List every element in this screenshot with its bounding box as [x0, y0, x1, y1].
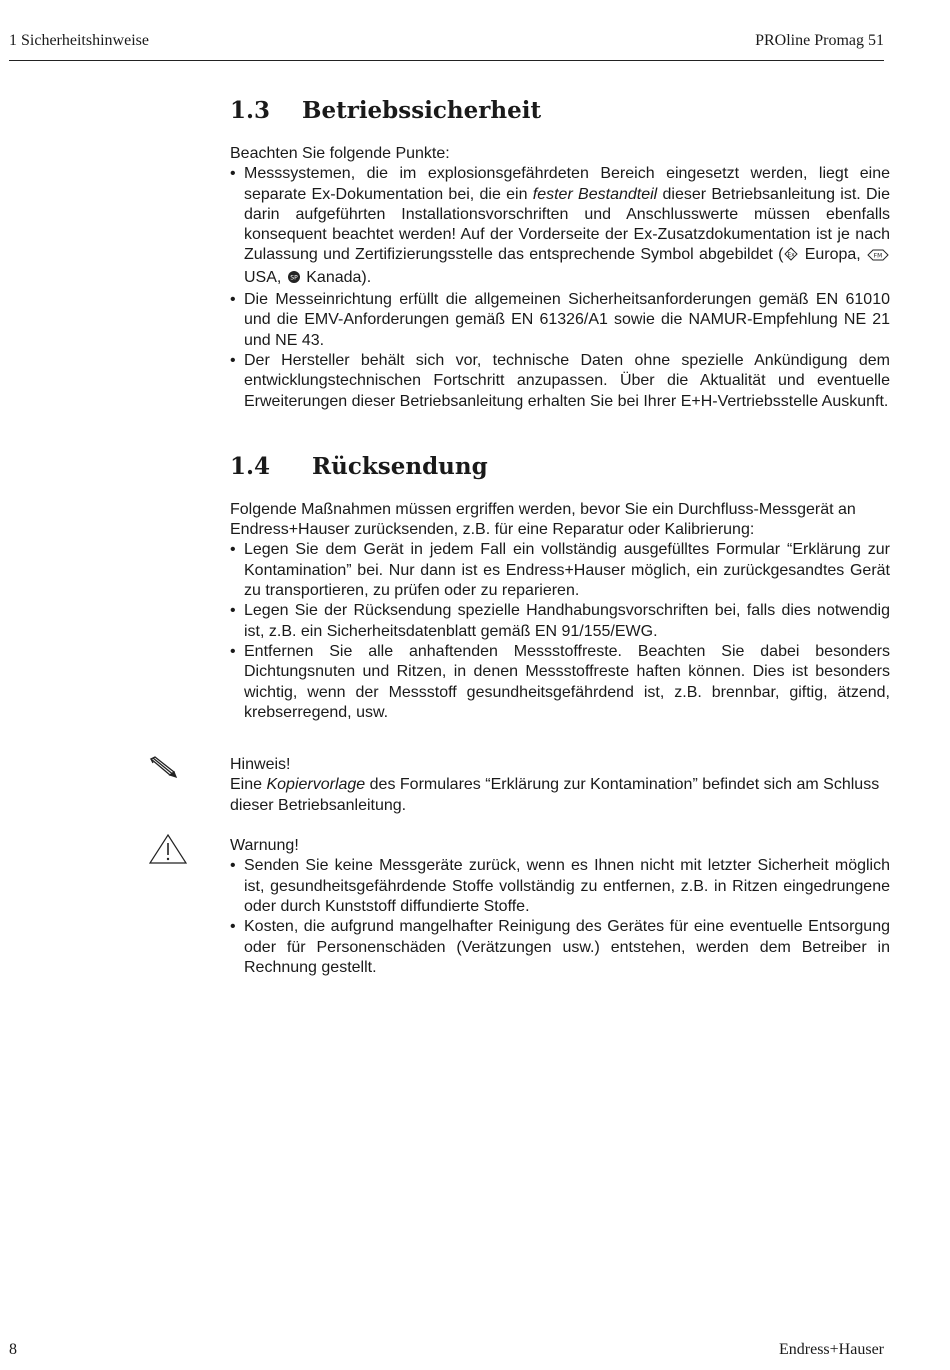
section-heading-ruecksendung [230, 450, 890, 484]
emphasis-text: Kopiervorlage [266, 776, 366, 794]
list-item: • Legen Sie der Rücksendung spezielle Handhabungsvorschriften bei, falls dies notwendig ist, z.B. ein Sicherheitsdatenblatt gemäß EN 91/155/EWG. [230, 601, 890, 642]
list-item: • Entfernen Sie alle anhaftenden Messstoffreste. Beachten Sie dabei besonders Dichtungsnuten und Ritzen, in denen Messstoffreste haften können. Dies ist besonders wichtig, wenn der Messstoff gesundheitsgefährdend ist, z.B. brennbar, giftig, ätzend, krebserregend, usw. [230, 642, 890, 723]
list-item: • Senden Sie keine Messgeräte zurück, wenn es Ihnen nicht mit letzter Sicherheit möglich ist, gesundheitsgefährdende Stoffe vollständig zu entfernen, z.B. in Ritzen eingedrungene oder durch Kunststoff diffundierte Stoffe. [230, 856, 890, 917]
section-heading-betriebssicherheit [230, 94, 890, 128]
warning-box [230, 836, 890, 978]
section-title: Rücksendung [312, 452, 488, 480]
list-item [230, 164, 890, 290]
bullet-list [230, 856, 890, 978]
text-run: Kanada). [301, 268, 372, 286]
note-title: Hinweis! [230, 756, 291, 774]
page-number: 8 [9, 1341, 17, 1358]
page-header [9, 32, 884, 61]
bullet-list [230, 540, 890, 723]
pencil-icon [148, 755, 178, 783]
text-run: Europa, [799, 246, 867, 264]
text-run: des Formulares “Erklärung zur Kontamination” befindet sich am Schluss dieser Betriebsanleitung. [230, 776, 880, 814]
list-item: • Legen Sie dem Gerät in jedem Fall ein vollständig ausgefülltes Formular “Erklärung zur Kontamination” bei. Nur dann ist es Endress+Hauser möglich, ein zurückgesandtes Gerät zu transportieren, zu prüfen oder zu reparieren. [230, 540, 890, 601]
text-run: Eine [230, 776, 267, 794]
svg-text:Ex: Ex [787, 251, 796, 259]
page-footer [9, 1341, 884, 1365]
note-text [230, 775, 890, 816]
svg-text:SP: SP [290, 274, 298, 282]
section-number: 1.4 [230, 452, 271, 480]
list-item: • Kosten, die aufgrund mangelhafter Reinigung des Gerätes für eine eventuelle Entsorgung oder für Personenschäden (Verätzungen usw.) entstehen, werden dem Betreiber in Rechnung gestellt. [230, 917, 890, 978]
section-number: 1.3 [230, 97, 271, 124]
brand-name: Endress+Hauser [779, 1341, 884, 1358]
note-box [230, 755, 890, 816]
text-run: Messsystemen, die im explosionsgefährdeten Bereich eingesetzt werden, liegt eine separate Ex-Dokumentation bei, die ein [244, 165, 890, 203]
emphasis-text: fester Bestandteil [532, 185, 658, 203]
text-run: dieser Betriebsanleitung ist. Die darin aufgeführten Installationsvorschriften und Anschlusswerte müssen ebenfalls konsequent beachtet werden! Auf der Vorderseite der Ex-Zusatzdokumentation ist je nach Zulassung und Zertifizierungsstelle das entsprechende Symbol abgebildet ( [244, 185, 891, 264]
warning-triangle-icon [148, 832, 188, 870]
warning-title: Warnung! [230, 837, 299, 855]
fm-usa-icon [867, 247, 889, 267]
list-item: • Der Hersteller behält sich vor, technische Daten ohne spezielle Ankündigung dem entwicklungstechnischen Fortschritt anzupassen. Über die Aktualität und eventuelle Erweiterungen dieser Betriebsanleitung erhalten Sie bei Ihrer E+H-Vertriebsstelle Auskunft. [230, 351, 890, 412]
main-content [230, 94, 890, 978]
chapter-title: 1 Sicherheitshinweise [9, 32, 149, 49]
bullet-list [230, 164, 890, 412]
svg-text:FM: FM [873, 252, 883, 260]
ex-europe-icon [784, 247, 798, 267]
section-intro: Beachten Sie folgende Punkte: [230, 145, 450, 162]
csa-canada-icon [287, 270, 301, 290]
section-title: Betriebssicherheit [302, 97, 542, 124]
list-item: • Die Messeinrichtung erfüllt die allgemeinen Sicherheitsanforderungen gemäß EN 61010 und die EMV-Anforderungen gemäß EN 61326/A1 sowie die NAMUR-Empfehlung NE 21 und NE 43. [230, 290, 890, 351]
text-run: USA, [244, 268, 286, 286]
section-intro: Folgende Maßnahmen müssen ergriffen werden, bevor Sie ein Durchfluss-Messgerät an Endress+Hauser zurücksenden, z.B. für eine Reparatur oder Kalibrierung: [230, 500, 856, 539]
document-title: PROline Promag 51 [755, 32, 884, 49]
